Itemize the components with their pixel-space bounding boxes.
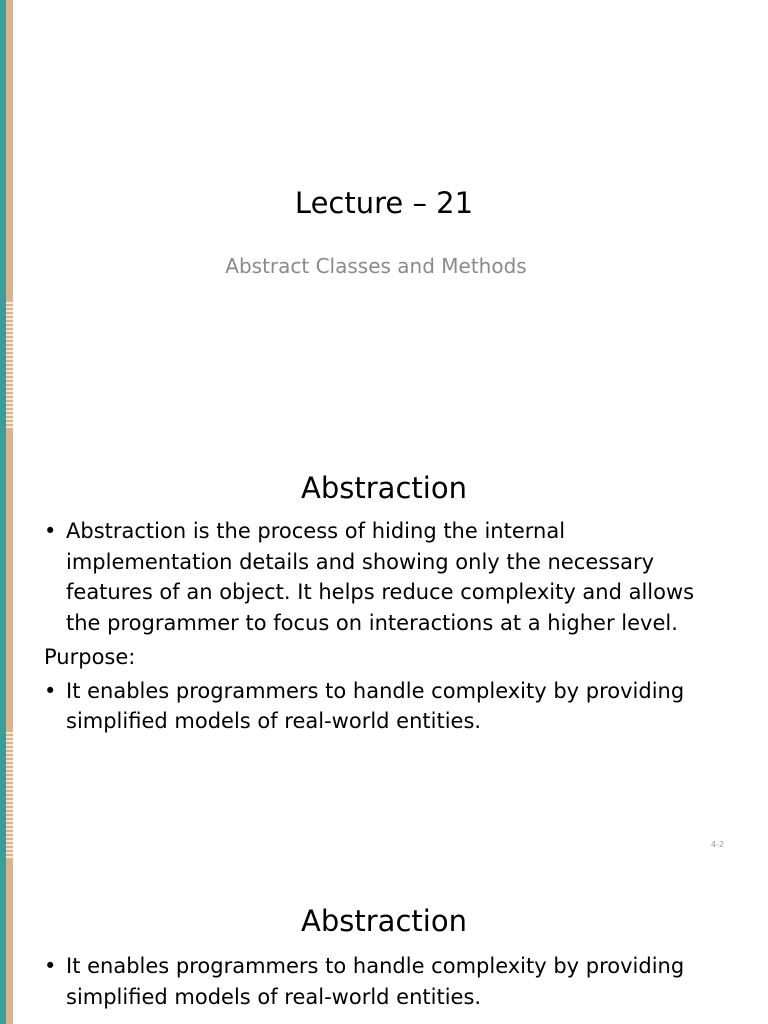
section-label: Purpose: (44, 645, 136, 669)
border-ruled-pattern (6, 730, 13, 860)
page-number: 4-2 (710, 840, 724, 849)
slide-title-heading: Lecture – 21 (294, 186, 474, 220)
slide-title (14, 0, 768, 430)
bullet-item: • It enables programmers to handle complexity by providing simplified models of real-world entities. (44, 951, 734, 1012)
bullet-item: • It enables programmers to handle complexity by providing simplified models of real-world entities. (44, 676, 734, 737)
slide-subtitle: Abstract Classes and Methods (225, 254, 527, 278)
slide-heading: Abstraction (301, 471, 467, 505)
slide-heading: Abstraction (301, 904, 467, 938)
slide-abstraction-cont (14, 862, 768, 1024)
slide-side-border (0, 0, 14, 1024)
bullet-item: • Abstraction is the process of hiding the internal implementation details and showing only the necessary features of an object. It helps reduce complexity and allows the programmer to focus on interactions at a higher level. (44, 516, 734, 638)
slide-body (44, 516, 734, 741)
slide-body (44, 951, 734, 1016)
border-stripe-tan (6, 0, 13, 1024)
slide-abstraction (14, 430, 768, 862)
border-ruled-pattern (6, 300, 13, 430)
